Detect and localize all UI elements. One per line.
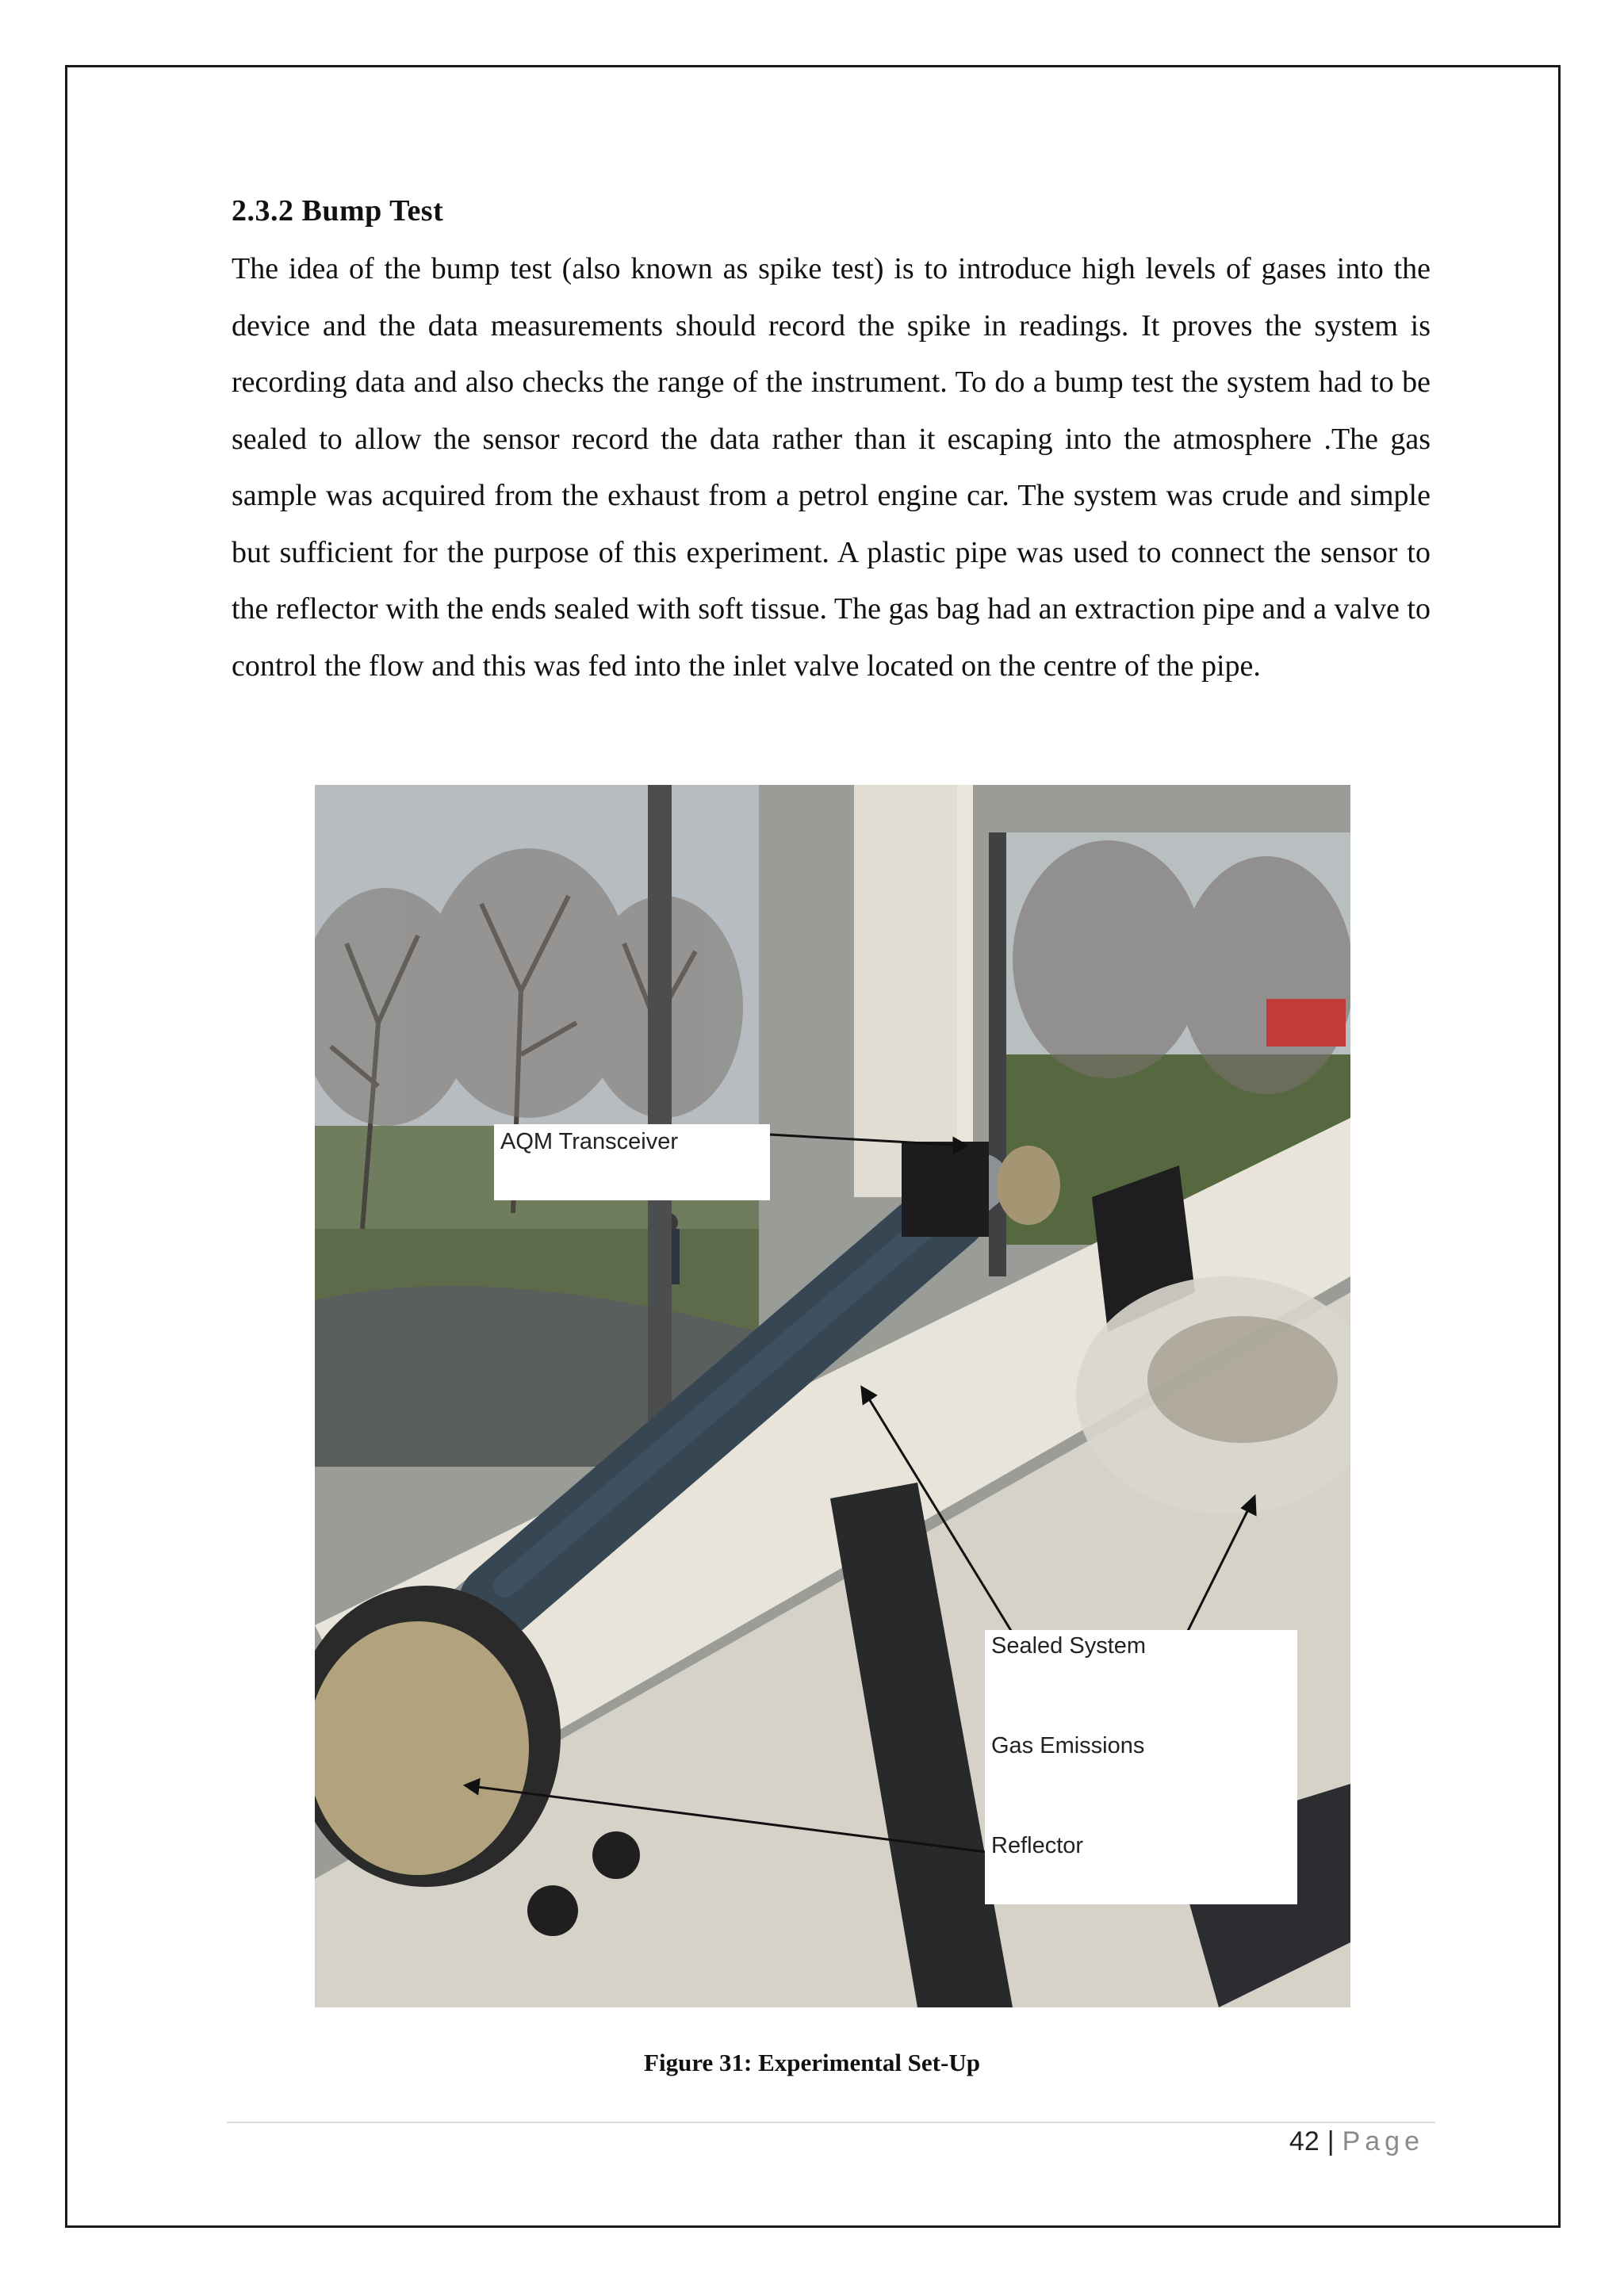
label-reflector: Reflector [991,1833,1084,1858]
label-aqm-transceiver: AQM Transceiver [500,1129,678,1154]
label-gas-emissions: Gas Emissions [991,1733,1145,1758]
callout-components [985,1630,1297,1904]
page-word: Page [1342,2126,1424,2156]
section-paragraph: The idea of the bump test (also known as spike test) is to introduce high levels of gases into the device and the data measurements should record the spike in readings. It proves the system is recording data and also checks the range of the instrument. To do a bump test the system had to be sealed to allow the sensor record the data rather than it escaping into the atmosphere .The gas sample was acquired from the exhaust from a petrol engine car. The system was crude and simple but sufficient for the purpose of this experiment. A plastic pipe was used to connect the sensor to the reflector with the ends sealed with soft tissue. The gas bag had an extraction pipe and a valve to control the flow and this was fed into the inlet valve located on the centre of the pipe. [232,252,1431,683]
page-number-separator: | [1327,2126,1335,2156]
callout-transceiver [494,1124,770,1200]
label-sealed-system: Sealed System [991,1633,1147,1659]
footer-divider [227,2122,1435,2123]
figure-caption: Figure 31: Experimental Set-Up [644,2049,980,2076]
page-number-value: 42 [1289,2126,1320,2156]
section-heading: 2.3.2 Bump Test [232,194,444,228]
experimental-setup-photo [315,785,1350,2007]
page-number [1289,2126,1424,2157]
